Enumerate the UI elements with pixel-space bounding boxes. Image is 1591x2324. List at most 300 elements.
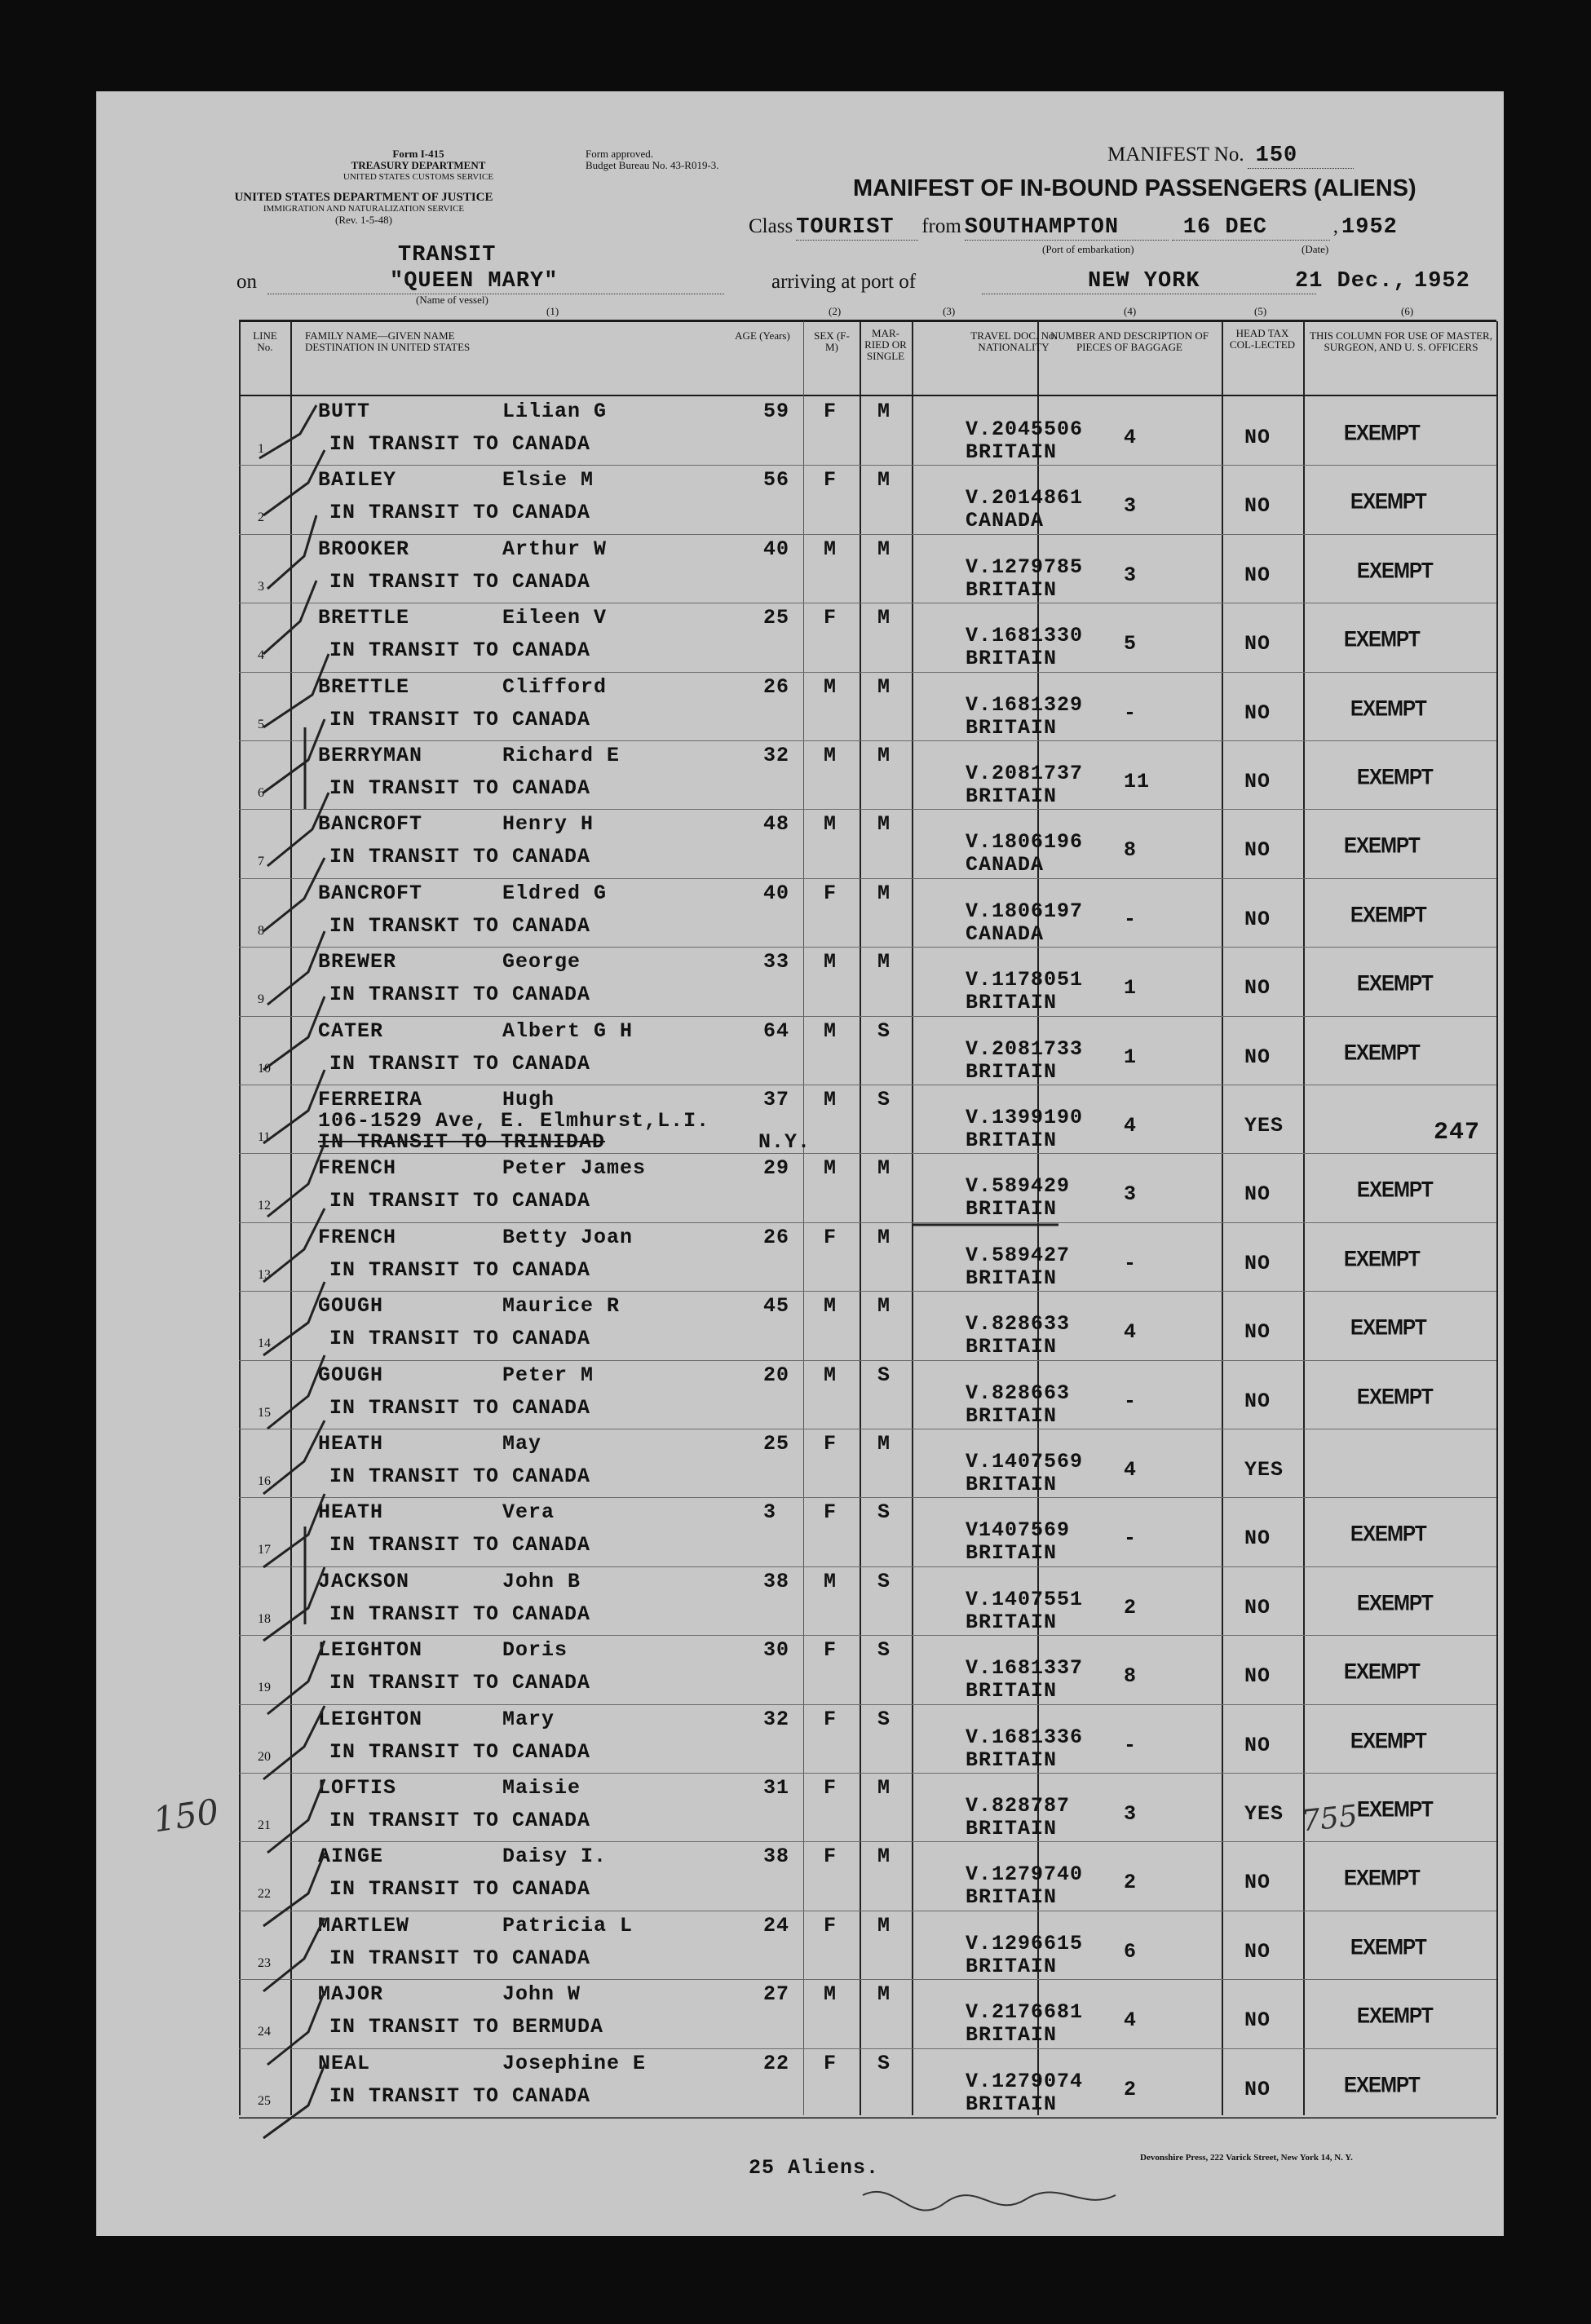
destination: IN TRANSIT TO CANADA bbox=[329, 1327, 591, 1351]
baggage-count: 4 bbox=[1124, 2008, 1138, 2033]
age: 26 bbox=[763, 674, 790, 699]
age: 30 bbox=[763, 1638, 790, 1663]
destination: IN TRANSIT TO CANADA bbox=[329, 1051, 591, 1076]
line-number: 9 bbox=[258, 992, 264, 1007]
given-name: Vera bbox=[502, 1500, 555, 1525]
destination: IN TRANSKT TO CANADA bbox=[329, 913, 591, 938]
arrival-date: 21 Dec., bbox=[1295, 269, 1408, 294]
officer-note: 247 bbox=[1434, 1119, 1481, 1147]
nationality: BRITAIN bbox=[966, 1129, 1058, 1152]
form-number: Form I-415 bbox=[392, 148, 444, 160]
nationality: BRITAIN bbox=[966, 440, 1058, 464]
exempt-stamp: EXEMPT bbox=[1344, 1659, 1420, 1685]
head-tax: NO bbox=[1244, 2008, 1271, 2033]
head-tax: NO bbox=[1244, 1595, 1271, 1619]
line-number: 7 bbox=[258, 855, 264, 869]
destination: IN TRANSIT TO CANADA bbox=[329, 1395, 591, 1420]
ins-service: IMMIGRATION AND NATURALIZATION SERVICE bbox=[263, 204, 465, 214]
exempt-stamp: EXEMPT bbox=[1350, 489, 1426, 515]
family-name: LOFTIS bbox=[318, 1776, 397, 1800]
nationality: BRITAIN bbox=[966, 1541, 1058, 1566]
line-number: 8 bbox=[258, 923, 264, 938]
age: 3 bbox=[763, 1500, 777, 1525]
col-number-1: (1) bbox=[546, 305, 559, 317]
baggage-count: 4 bbox=[1124, 1114, 1138, 1138]
head-tax: NO bbox=[1244, 838, 1271, 863]
nationality: BRITAIN bbox=[966, 1197, 1058, 1222]
nationality: BRITAIN bbox=[966, 577, 1058, 602]
baggage-count: - bbox=[1124, 1527, 1138, 1551]
nationality: BRITAIN bbox=[966, 1679, 1058, 1703]
line-number: 11 bbox=[258, 1130, 271, 1144]
head-tax: NO bbox=[1244, 1527, 1271, 1551]
given-name: John B bbox=[502, 1569, 581, 1593]
marital-status: S bbox=[877, 1363, 891, 1387]
nationality: CANADA bbox=[966, 853, 1045, 877]
destination: IN TRANSIT TO CANADA bbox=[329, 707, 591, 731]
age: 32 bbox=[763, 1707, 790, 1731]
head-tax: YES bbox=[1244, 1114, 1284, 1138]
marital-status: S bbox=[877, 1707, 891, 1731]
baggage-count: - bbox=[1124, 1389, 1138, 1413]
marital-status: M bbox=[877, 1156, 891, 1181]
baggage-count: - bbox=[1124, 1733, 1138, 1757]
sex: F bbox=[824, 881, 837, 905]
marital-status: M bbox=[877, 950, 891, 974]
baggage-count: 3 bbox=[1124, 494, 1138, 519]
col-number-3: (3) bbox=[943, 305, 956, 317]
age: 22 bbox=[763, 2051, 790, 2075]
date-caption: (Date) bbox=[1302, 243, 1329, 255]
exempt-stamp: EXEMPT bbox=[1350, 1315, 1426, 1341]
marital-status: M bbox=[877, 881, 891, 905]
travel-doc-number: V.1681336 bbox=[966, 1725, 1084, 1749]
line-number: 2 bbox=[258, 510, 264, 525]
baggage-count: 11 bbox=[1124, 770, 1151, 793]
col-header-married: MAR-RIED OR SINGLE bbox=[864, 327, 907, 362]
nationality: BRITAIN bbox=[966, 991, 1058, 1015]
family-name: BANCROFT bbox=[318, 812, 423, 837]
given-name: Patricia L bbox=[502, 1913, 634, 1937]
sex: M bbox=[824, 1569, 837, 1593]
destination: IN TRANSIT TO CANADA bbox=[329, 501, 591, 525]
travel-doc-number: V.828633 bbox=[966, 1312, 1071, 1337]
family-name: FRENCH bbox=[318, 1225, 397, 1249]
family-name: GOUGH bbox=[318, 1363, 384, 1387]
nationality: CANADA bbox=[966, 921, 1045, 946]
line-number: 23 bbox=[258, 1955, 271, 1970]
nationality: BRITAIN bbox=[966, 1403, 1058, 1428]
given-name: May bbox=[502, 1432, 542, 1456]
destination: IN TRANSIT TO CANADA bbox=[329, 1257, 591, 1282]
marital-status: M bbox=[877, 400, 891, 423]
destination: IN TRANSIT TO CANADA bbox=[329, 983, 591, 1007]
nationality: BRITAIN bbox=[966, 2023, 1058, 2048]
family-name: BUTT bbox=[318, 400, 371, 423]
marital-status: M bbox=[877, 468, 891, 493]
travel-doc-number: V.1296615 bbox=[966, 1931, 1084, 1955]
travel-doc-number: V.1407551 bbox=[966, 1587, 1084, 1611]
nationality: BRITAIN bbox=[966, 1747, 1058, 1772]
line-number: 22 bbox=[258, 1887, 271, 1902]
justice-dept: UNITED STATES DEPARTMENT OF JUSTICE bbox=[234, 191, 493, 204]
nationality: BRITAIN bbox=[966, 1610, 1058, 1634]
destination: IN TRANSIT TO CANADA bbox=[329, 569, 591, 594]
nationality: BRITAIN bbox=[966, 2092, 1058, 2116]
given-name: Josephine E bbox=[502, 2051, 647, 2075]
family-name: BAILEY bbox=[318, 468, 397, 493]
nationality: BRITAIN bbox=[966, 1266, 1058, 1290]
exempt-stamp: EXEMPT bbox=[1344, 1866, 1420, 1891]
form-approved: Form approved. bbox=[586, 148, 654, 160]
family-name: NEAL bbox=[318, 2051, 371, 2075]
nationality: BRITAIN bbox=[966, 1059, 1058, 1084]
destination: IN TRANSIT TO CANADA bbox=[329, 1189, 591, 1213]
baggage-count: 5 bbox=[1124, 632, 1138, 656]
col-header-baggage: NUMBER AND DESCRIPTION OF PIECES OF BAGGAGE bbox=[1050, 329, 1209, 353]
col-header-headtax: HEAD TAX COL-LECTED bbox=[1229, 327, 1296, 351]
line-number: 18 bbox=[258, 1611, 271, 1626]
given-name: Eldred G bbox=[502, 881, 608, 905]
class-line: Class TOURIST from SOUTHAMPTON 16 DEC , 1952 bbox=[749, 215, 1398, 240]
given-name: Henry H bbox=[502, 812, 594, 837]
exempt-stamp: EXEMPT bbox=[1344, 627, 1420, 652]
on-label: on bbox=[236, 271, 257, 293]
marital-status: M bbox=[877, 812, 891, 837]
head-tax: YES bbox=[1244, 1458, 1284, 1482]
line-number: 1 bbox=[258, 442, 264, 456]
destination: IN TRANSIT TO CANADA bbox=[329, 1602, 591, 1626]
family-name: BRETTLE bbox=[318, 674, 410, 699]
sex: M bbox=[824, 1363, 837, 1387]
destination: IN TRANSIT TO CANADA bbox=[329, 1877, 591, 1902]
exempt-stamp: EXEMPT bbox=[1344, 421, 1420, 446]
col-header-line: LINE No. bbox=[253, 329, 277, 353]
age: 24 bbox=[763, 1913, 790, 1937]
line-number: 5 bbox=[258, 717, 264, 731]
destination: IN TRANSIT TO CANADA bbox=[329, 1946, 591, 1970]
col-number-6: (6) bbox=[1401, 305, 1414, 317]
baggage-count: 3 bbox=[1124, 1802, 1138, 1826]
col-header-sex: SEX (F-M) bbox=[814, 329, 850, 353]
head-tax: NO bbox=[1244, 426, 1271, 449]
head-tax: NO bbox=[1244, 1939, 1271, 1964]
form-revision: (Rev. 1-5-48) bbox=[335, 214, 392, 226]
travel-doc-number: V.1806197 bbox=[966, 899, 1084, 923]
destination: IN TRANSIT TO CANADA bbox=[329, 432, 591, 456]
total-aliens: 25 Aliens. bbox=[749, 2156, 880, 2180]
embarkation-caption: (Port of embarkation) bbox=[1042, 243, 1134, 255]
marital-status: M bbox=[877, 744, 891, 767]
given-name: Daisy I. bbox=[502, 1845, 608, 1869]
destination: IN TRANSIT TO CANADA bbox=[329, 1671, 591, 1695]
nationality: BRITAIN bbox=[966, 1885, 1058, 1910]
given-name: Hugh bbox=[502, 1088, 555, 1111]
printer-note: Devonshire Press, 222 Varick Street, New York 14, N. Y. bbox=[1140, 2153, 1353, 2163]
sex: M bbox=[824, 1018, 837, 1043]
baggage-count: 2 bbox=[1124, 1871, 1138, 1895]
baggage-count: 1 bbox=[1124, 1045, 1138, 1069]
given-name: Betty Joan bbox=[502, 1225, 634, 1249]
baggage-count: - bbox=[1124, 700, 1138, 725]
marital-status: M bbox=[877, 1913, 891, 1937]
given-name: Arthur W bbox=[502, 537, 608, 561]
head-tax: NO bbox=[1244, 1045, 1271, 1069]
travel-doc-number: V.1681329 bbox=[966, 692, 1084, 717]
sex: F bbox=[824, 1913, 837, 1937]
age: 45 bbox=[763, 1294, 790, 1319]
age: 38 bbox=[763, 1845, 790, 1869]
given-name: Peter M bbox=[502, 1363, 594, 1387]
col-header-travel: TRAVEL DOC. No. NATIONALITY bbox=[970, 329, 1057, 353]
family-name: GOUGH bbox=[318, 1294, 384, 1319]
arrival-port: NEW YORK bbox=[982, 269, 1316, 294]
line-number: 4 bbox=[258, 648, 264, 663]
sex: F bbox=[824, 1776, 837, 1800]
age: 37 bbox=[763, 1088, 790, 1111]
sex: F bbox=[824, 400, 837, 423]
margin-note: 150 bbox=[150, 1791, 222, 1840]
nationality: CANADA bbox=[966, 509, 1045, 533]
family-name: HEATH bbox=[318, 1432, 384, 1456]
from-label: from bbox=[921, 215, 961, 237]
age: 40 bbox=[763, 537, 790, 561]
given-name: Eileen V bbox=[502, 606, 608, 630]
head-tax: NO bbox=[1244, 1871, 1271, 1895]
family-name: BROOKER bbox=[318, 537, 410, 561]
travel-doc-number: V.2081733 bbox=[966, 1036, 1084, 1061]
sex: M bbox=[824, 1156, 837, 1181]
vessel-caption: (Name of vessel) bbox=[416, 294, 488, 306]
line-number: 17 bbox=[258, 1543, 271, 1557]
embarkation-port: SOUTHAMPTON bbox=[965, 215, 1169, 241]
exempt-stamp: EXEMPT bbox=[1357, 971, 1433, 996]
marital-status: M bbox=[877, 1982, 891, 2007]
exempt-stamp: EXEMPT bbox=[1357, 2004, 1433, 2029]
head-tax: NO bbox=[1244, 700, 1271, 725]
line-number: 12 bbox=[258, 1199, 271, 1213]
travel-doc-number: V.1399190 bbox=[966, 1106, 1084, 1129]
exempt-stamp: EXEMPT bbox=[1357, 1591, 1433, 1616]
travel-doc-number: V.1279074 bbox=[966, 2069, 1084, 2093]
exempt-stamp: EXEMPT bbox=[1350, 696, 1426, 721]
travel-doc-number: V.1178051 bbox=[966, 968, 1084, 992]
travel-doc-number: V.589429 bbox=[966, 1174, 1071, 1199]
family-name: LEIGHTON bbox=[318, 1638, 423, 1663]
nationality: BRITAIN bbox=[966, 715, 1058, 740]
family-name: MAJOR bbox=[318, 1982, 384, 2007]
travel-doc-number: V.828663 bbox=[966, 1381, 1071, 1405]
baggage-count: 4 bbox=[1124, 426, 1138, 449]
family-name: BRETTLE bbox=[318, 606, 410, 630]
line-number: 13 bbox=[258, 1267, 271, 1282]
head-tax: NO bbox=[1244, 1182, 1271, 1207]
class-label: Class bbox=[749, 215, 793, 237]
baggage-count: 6 bbox=[1124, 1939, 1138, 1964]
sex: F bbox=[824, 2051, 837, 2075]
embarkation-date: 16 DEC bbox=[1172, 215, 1330, 241]
transit-label: TRANSIT bbox=[398, 243, 497, 267]
marital-status: S bbox=[877, 1569, 891, 1593]
manifest-page bbox=[96, 91, 1504, 2236]
nationality: BRITAIN bbox=[966, 1473, 1058, 1496]
vessel-name: "QUEEN MARY" bbox=[267, 269, 724, 294]
arriving-label: arriving at port of bbox=[771, 271, 917, 293]
exempt-stamp: EXEMPT bbox=[1357, 1177, 1433, 1203]
head-tax: NO bbox=[1244, 1733, 1271, 1757]
travel-doc-number: V.2081737 bbox=[966, 762, 1084, 785]
sex: F bbox=[824, 1638, 837, 1663]
given-name: Maisie bbox=[502, 1776, 581, 1800]
nationality: BRITAIN bbox=[966, 647, 1058, 671]
exempt-stamp: EXEMPT bbox=[1344, 2073, 1420, 2097]
embarkation-year: 1952 bbox=[1341, 215, 1398, 240]
manifest-number-value: 150 bbox=[1248, 144, 1354, 169]
travel-doc-number: V.1279785 bbox=[966, 554, 1084, 579]
destination: IN TRANSIT TO CANADA bbox=[329, 845, 591, 869]
destination: IN TRANSIT TO CANADA bbox=[329, 1739, 591, 1764]
baggage-count: 8 bbox=[1124, 838, 1138, 863]
head-tax: NO bbox=[1244, 1389, 1271, 1413]
given-name: Elsie M bbox=[502, 468, 594, 493]
marital-status: M bbox=[877, 606, 891, 630]
baggage-count: 3 bbox=[1124, 563, 1138, 587]
nationality: BRITAIN bbox=[966, 1335, 1058, 1359]
manifest-title: MANIFEST OF IN-BOUND PASSENGERS (ALIENS) bbox=[853, 175, 1416, 201]
head-tax: NO bbox=[1244, 976, 1271, 1001]
baggage-count: 2 bbox=[1124, 2077, 1138, 2101]
sex: F bbox=[824, 1845, 837, 1869]
travel-doc-number: V.2176681 bbox=[966, 2000, 1084, 2025]
line-number: 24 bbox=[258, 2025, 271, 2039]
exempt-stamp: EXEMPT bbox=[1350, 1522, 1426, 1547]
age: 33 bbox=[763, 950, 790, 974]
form-service: UNITED STATES CUSTOMS SERVICE bbox=[343, 172, 494, 182]
marital-status: M bbox=[877, 1845, 891, 1869]
baggage-count: 1 bbox=[1124, 976, 1138, 1001]
destination-address: 106-1529 Ave, E. Elmhurst,L.I. bbox=[318, 1109, 710, 1133]
line-number: 6 bbox=[258, 786, 264, 800]
marital-status: S bbox=[877, 2051, 891, 2075]
travel-doc-number: V.1279740 bbox=[966, 1862, 1084, 1887]
family-name: BANCROFT bbox=[318, 881, 423, 905]
age: 25 bbox=[763, 1432, 790, 1456]
head-tax: NO bbox=[1244, 2077, 1271, 2101]
sex: F bbox=[824, 468, 837, 493]
baggage-count: - bbox=[1124, 1251, 1138, 1275]
given-name: Lilian G bbox=[502, 400, 608, 423]
head-tax: YES bbox=[1244, 1802, 1284, 1826]
col-header-age: AGE (Years) bbox=[735, 329, 790, 342]
sex: M bbox=[824, 950, 837, 974]
travel-doc-number: V.2014861 bbox=[966, 486, 1084, 510]
marital-status: S bbox=[877, 1088, 891, 1111]
family-name: LEIGHTON bbox=[318, 1707, 423, 1731]
given-name: Clifford bbox=[502, 674, 608, 699]
sex: M bbox=[824, 1982, 837, 2007]
age: 31 bbox=[763, 1776, 790, 1800]
destination: IN TRANSIT TO CANADA bbox=[329, 776, 591, 800]
sex: F bbox=[824, 1432, 837, 1456]
head-tax: NO bbox=[1244, 1664, 1271, 1689]
given-name: Richard E bbox=[502, 744, 621, 767]
baggage-count: 4 bbox=[1124, 1458, 1138, 1482]
exempt-stamp: EXEMPT bbox=[1357, 1385, 1433, 1409]
given-name: Mary bbox=[502, 1707, 555, 1731]
sex: M bbox=[824, 537, 837, 561]
given-name: Peter James bbox=[502, 1156, 647, 1181]
line-number: 10 bbox=[258, 1061, 271, 1076]
exempt-stamp: EXEMPT bbox=[1357, 559, 1433, 584]
exempt-stamp: EXEMPT bbox=[1344, 833, 1420, 859]
travel-doc-number: V.589427 bbox=[966, 1243, 1071, 1267]
travel-doc-number: V.1407569 bbox=[966, 1450, 1084, 1473]
exempt-stamp: EXEMPT bbox=[1350, 903, 1426, 928]
given-name: Albert G H bbox=[502, 1018, 634, 1043]
marital-status: M bbox=[877, 1294, 891, 1319]
exempt-stamp: EXEMPT bbox=[1344, 1040, 1420, 1065]
baggage-count: - bbox=[1124, 907, 1138, 931]
exempt-stamp: EXEMPT bbox=[1357, 1797, 1433, 1823]
sex: M bbox=[824, 744, 837, 767]
head-tax: NO bbox=[1244, 1251, 1271, 1275]
given-name: Maurice R bbox=[502, 1294, 621, 1319]
family-name: AINGE bbox=[318, 1845, 384, 1869]
exempt-stamp: EXEMPT bbox=[1357, 765, 1433, 790]
nationality: BRITAIN bbox=[966, 784, 1058, 808]
age: 27 bbox=[763, 1982, 790, 2007]
sex: M bbox=[824, 1088, 837, 1111]
given-name: Doris bbox=[502, 1638, 568, 1663]
sex: M bbox=[824, 812, 837, 837]
destination-transit: IN TRANSIT TO TRINIDAD bbox=[318, 1130, 606, 1154]
head-tax: NO bbox=[1244, 770, 1271, 793]
col-number-5: (5) bbox=[1254, 305, 1267, 317]
line-number: 16 bbox=[258, 1474, 271, 1488]
exempt-stamp: EXEMPT bbox=[1344, 1247, 1420, 1272]
sex: F bbox=[824, 1707, 837, 1731]
destination: IN TRANSIT TO CANADA bbox=[329, 1533, 591, 1557]
class-value: TOURIST bbox=[796, 215, 918, 241]
given-name: George bbox=[502, 950, 581, 974]
nationality: BRITAIN bbox=[966, 1954, 1058, 1978]
line-number: 20 bbox=[258, 1749, 271, 1764]
family-name: MARTLEW bbox=[318, 1913, 410, 1937]
head-tax: NO bbox=[1244, 494, 1271, 519]
marital-status: S bbox=[877, 1500, 891, 1525]
marital-status: M bbox=[877, 674, 891, 699]
sex: F bbox=[824, 1225, 837, 1249]
baggage-count: 4 bbox=[1124, 1320, 1138, 1345]
line-number: 25 bbox=[258, 2093, 271, 2108]
age: 56 bbox=[763, 468, 790, 493]
destination: IN TRANSIT TO CANADA bbox=[329, 2083, 591, 2108]
age: 26 bbox=[763, 1225, 790, 1249]
age: 32 bbox=[763, 744, 790, 767]
manifest-label: MANIFEST No. bbox=[1107, 144, 1244, 166]
family-name: BERRYMAN bbox=[318, 744, 423, 767]
travel-doc-number: V1407569 bbox=[966, 1518, 1071, 1543]
baggage-count: 3 bbox=[1124, 1182, 1138, 1207]
baggage-count: 2 bbox=[1124, 1595, 1138, 1619]
form-budget: Budget Bureau No. 43-R019-3. bbox=[586, 159, 719, 171]
handwritten-check-marks bbox=[96, 91, 1504, 2236]
marital-status: M bbox=[877, 1776, 891, 1800]
line-number: 14 bbox=[258, 1337, 271, 1351]
destination: IN TRANSIT TO CANADA bbox=[329, 638, 591, 663]
age: 25 bbox=[763, 606, 790, 630]
marital-status: M bbox=[877, 1432, 891, 1456]
